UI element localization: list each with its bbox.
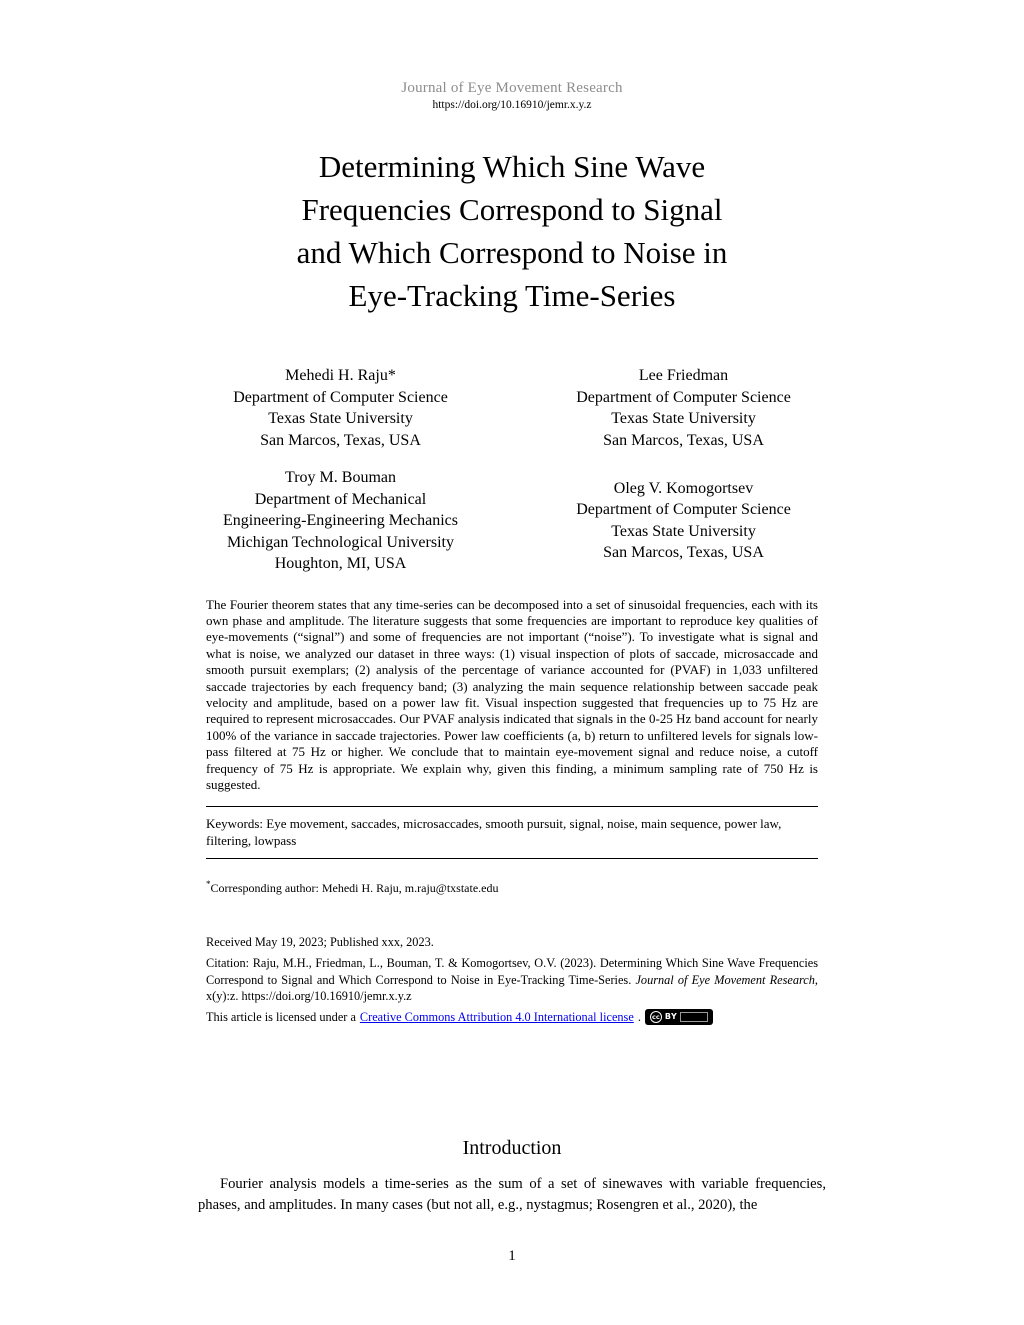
author-block xyxy=(182,365,499,451)
author-block xyxy=(525,365,842,451)
author-name: Troy M. Bouman xyxy=(285,469,396,486)
author-affiliation-line: Michigan Technological University xyxy=(227,533,454,551)
author-affiliation-line: Department of Computer Science xyxy=(233,388,448,406)
author-affiliation-line: Department of Mechanical xyxy=(254,490,427,508)
author-affiliation-line: Department of Computer Science xyxy=(576,501,791,519)
cc-icon: cc xyxy=(650,1011,662,1023)
license-suffix: . xyxy=(637,1010,641,1024)
author-affiliation-line: Houghton, MI, USA xyxy=(274,555,407,572)
publication-meta xyxy=(206,934,818,1025)
citation-text xyxy=(206,955,818,1004)
author-affiliation-line: San Marcos, Texas, USA xyxy=(603,544,764,562)
author-affiliation-line: Texas State University xyxy=(611,522,756,540)
doi-link: https://doi.org/10.16910/jemr.x.y.z xyxy=(432,99,592,111)
author-block xyxy=(525,478,842,564)
page-number: 1 xyxy=(508,1248,516,1265)
cc-by-badge[interactable] xyxy=(645,1009,713,1025)
keywords-text: Keywords: Eye movement, saccades, microsaccades, smooth pursuit, signal, noise, main sequence, power law, filtering, lowpass xyxy=(206,816,782,848)
footnote-text: Corresponding author: Mehedi H. Raju, m.raju@txstate.edu xyxy=(210,881,499,896)
title-line: and Which Correspond to Noise in xyxy=(296,235,728,270)
citation-part2: , x(y):z. https://doi.org/10.16910/jemr.x.y.z xyxy=(206,972,818,1003)
title-line: Eye-Tracking Time-Series xyxy=(348,278,676,313)
intro-paragraph: Fourier analysis models a time-series as the sum of a set of sinewaves with variable frequencies, phases, and amplitudes. In many cases (but not all, e.g., nystagmus; Rosengren et al., 2020), the xyxy=(198,1176,826,1214)
author-affiliation-line: San Marcos, Texas, USA xyxy=(260,431,421,449)
author-name: Oleg V. Komogortsev xyxy=(613,479,754,497)
abstract-text: The Fourier theorem states that any time-series can be decomposed into a set of sinusoidal frequencies, each with its own phase and amplitude. The literature suggests that some frequencies are important to reproduce key qualities of eye-movements (“signal”) and some of frequencies are not important (“noise”). To investigate what is signal and what is noise, we analyzed our dataset in three ways: (1) visual inspection of plots of saccade, microsaccade and smooth pursuit exemplars; (2) analysis of the percentage of variance accounted for (PVAF) in 1,033 unfiltered saccade trajectories by each frequency band; (3) analyzing the main sequence relationship between saccade peak velocity and amplitude, based on a power law fit. Visual inspection suggested that frequencies up to 75 Hz are required to represent microsaccades. Our PVAF analysis indicated that signals in the 0-25 Hz band account for nearly 100% of the variance in saccade trajectories. Power law coefficients (a, b) return to unfiltered levels for signals low-pass filtered at 75 Hz or higher. We conclude that to maintain eye-movement signal and reduce noise, a cutoff frequency of 75 Hz is appropriate. We explain why, given this finding, a minimum sampling rate of 750 Hz is suggested. xyxy=(206,596,818,792)
title-line: Determining Which Sine Wave xyxy=(318,149,706,184)
section-heading-introduction: Introduction xyxy=(462,1137,562,1160)
received-text: Received May 19, 2023; Published xxx, 2023. xyxy=(206,935,434,950)
journal-name: Journal of Eye Movement Research xyxy=(401,80,623,96)
author-list xyxy=(182,365,842,575)
license-prefix: This article is licensed under a xyxy=(206,1010,356,1024)
author-affiliation-line: Texas State University xyxy=(268,410,413,427)
citation-journal: Journal of Eye Movement Research xyxy=(635,972,815,987)
author-block xyxy=(182,467,499,575)
corresponding-author-footnote xyxy=(206,879,818,896)
author-name: Mehedi H. Raju* xyxy=(285,367,396,384)
footnote-marker: * xyxy=(206,879,211,890)
by-icon: BY xyxy=(664,1012,678,1021)
cc-badge-fill xyxy=(680,1012,708,1022)
divider xyxy=(206,858,818,859)
author-affiliation-line: Department of Computer Science xyxy=(576,388,791,406)
author-affiliation-line: San Marcos, Texas, USA xyxy=(603,431,764,449)
author-affiliation-line: Texas State University xyxy=(611,410,756,427)
license-line xyxy=(206,1009,818,1025)
title-line: Frequencies Correspond to Signal xyxy=(301,192,723,227)
citation-part1: Citation: Raju, M.H., Friedman, L., Bouman, T. & Komogortsev, O.V. (2023). Determining Which Sine Wave Frequencies Correspond to Signal and Which Correspond to Noise in Eye-Tracking Time-Series. xyxy=(206,956,818,987)
author-affiliation-line: Engineering-Engineering Mechanics xyxy=(222,512,459,529)
paper-title xyxy=(0,145,1024,317)
author-name: Lee Friedman xyxy=(638,367,729,384)
cc-license-link[interactable]: Creative Commons Attribution 4.0 International license xyxy=(359,1010,634,1024)
